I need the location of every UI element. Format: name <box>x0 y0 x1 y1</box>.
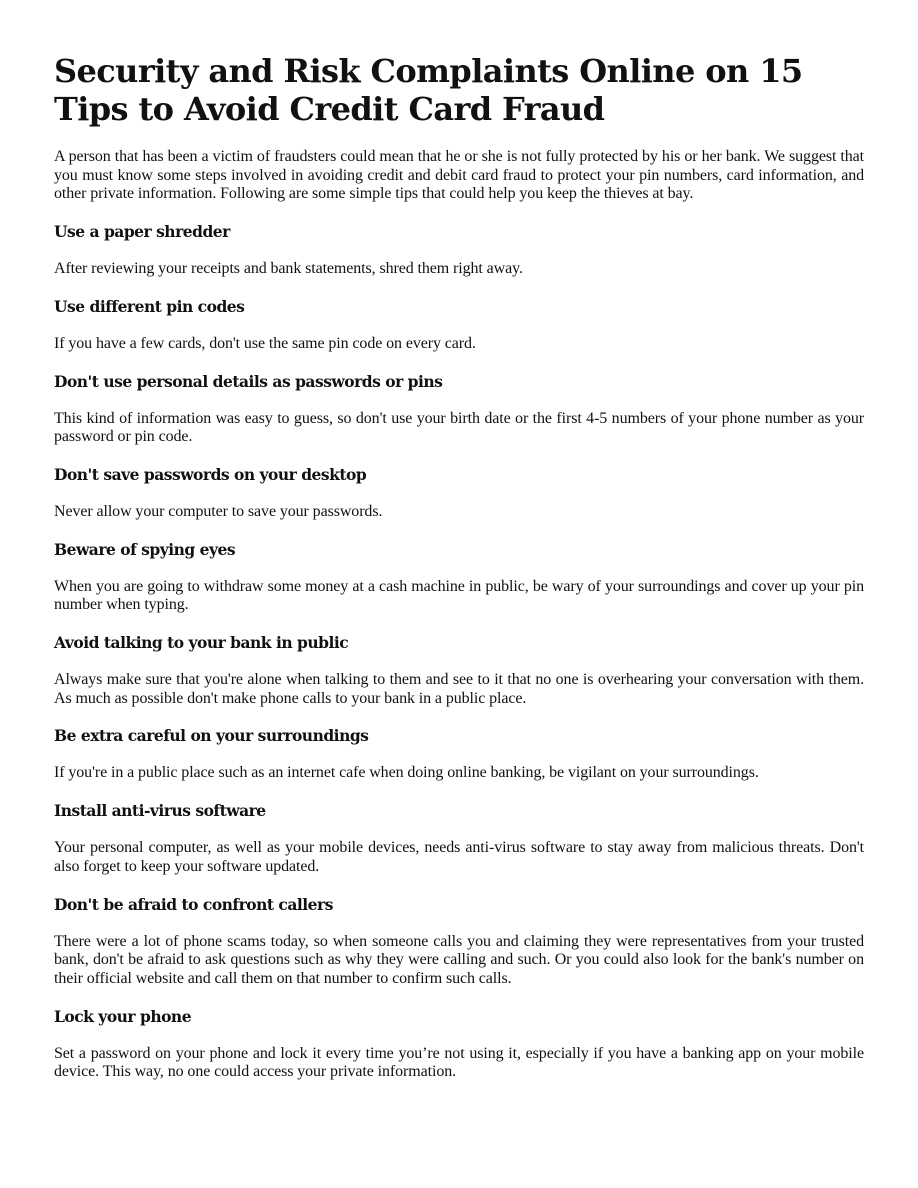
tip-body: If you're in a public place such as an internet cafe when doing online banking, be vigilant on your surroundings. <box>54 764 759 782</box>
tips-list <box>54 222 864 1082</box>
tip-body: After reviewing your receipts and bank statements, shred them right away. <box>54 260 523 278</box>
tip-item <box>54 465 864 522</box>
tip-heading: Lock your phone <box>54 1006 192 1026</box>
tip-item <box>54 726 864 783</box>
tip-item <box>54 297 864 354</box>
tip-heading: Be extra careful on your surroundings <box>54 726 369 746</box>
tip-body: This kind of information was easy to guess, so don't use your birth date or the first 4-5 numbers of your phone number as your password or pin code. <box>54 409 864 446</box>
tip-item <box>54 222 864 279</box>
tip-item <box>54 1007 864 1082</box>
tip-body: There were a lot of phone scams today, so when someone calls you and claiming they were representatives from your trusted bank, don't be afraid to ask questions such as why they were calling and such. Or you could also look for the bank's number on their official website and call them on that number to confirm such calls. <box>54 932 864 987</box>
tip-body: Never allow your computer to save your passwords. <box>54 502 383 520</box>
tip-heading: Don't save passwords on your desktop <box>54 464 367 484</box>
tip-item <box>54 895 864 989</box>
tip-body: Always make sure that you're alone when talking to them and see to it that no one is overhearing your conversation with them. As much as possible don't make phone calls to your bank in a public place. <box>54 671 864 707</box>
tip-item <box>54 633 864 708</box>
tip-body: Your personal computer, as well as your mobile devices, needs anti-virus software to stay away from malicious threats. Don't also forget to keep your software updated. <box>54 839 864 875</box>
tip-heading: Use different pin codes <box>54 296 245 316</box>
document-title: Security and Risk Complaints Online on 15 Tips to Avoid Credit Card Fraud <box>54 52 803 128</box>
tip-body: If you have a few cards, don't use the same pin code on every card. <box>54 334 476 352</box>
tip-heading: Don't be afraid to confront callers <box>54 894 333 914</box>
tip-item <box>54 801 864 876</box>
tip-item <box>54 540 864 615</box>
tip-heading: Use a paper shredder <box>54 222 230 242</box>
tip-heading: Don't use personal details as passwords or pins <box>54 371 443 391</box>
tip-heading: Beware of spying eyes <box>54 539 236 559</box>
tip-item <box>54 372 864 447</box>
tip-body: When you are going to withdraw some money at a cash machine in public, be wary of your surroundings and cover up your pin number when typing. <box>54 577 864 614</box>
intro-paragraph: A person that has been a victim of fraudsters could mean that he or she is not fully protected by his or her bank. We suggest that you must know some steps involved in avoiding credit and debit card fraud to protect your pin numbers, card information, and other private information. Following are some simple tips that could help you keep the thieves at bay. <box>54 148 864 203</box>
tip-body: Set a password on your phone and lock it every time you’re not using it, especially if you have a banking app on your mobile device. This way, no one could access your private information. <box>54 1044 864 1081</box>
tip-heading: Avoid talking to your bank in public <box>54 633 349 653</box>
tip-heading: Install anti-virus software <box>54 801 266 821</box>
